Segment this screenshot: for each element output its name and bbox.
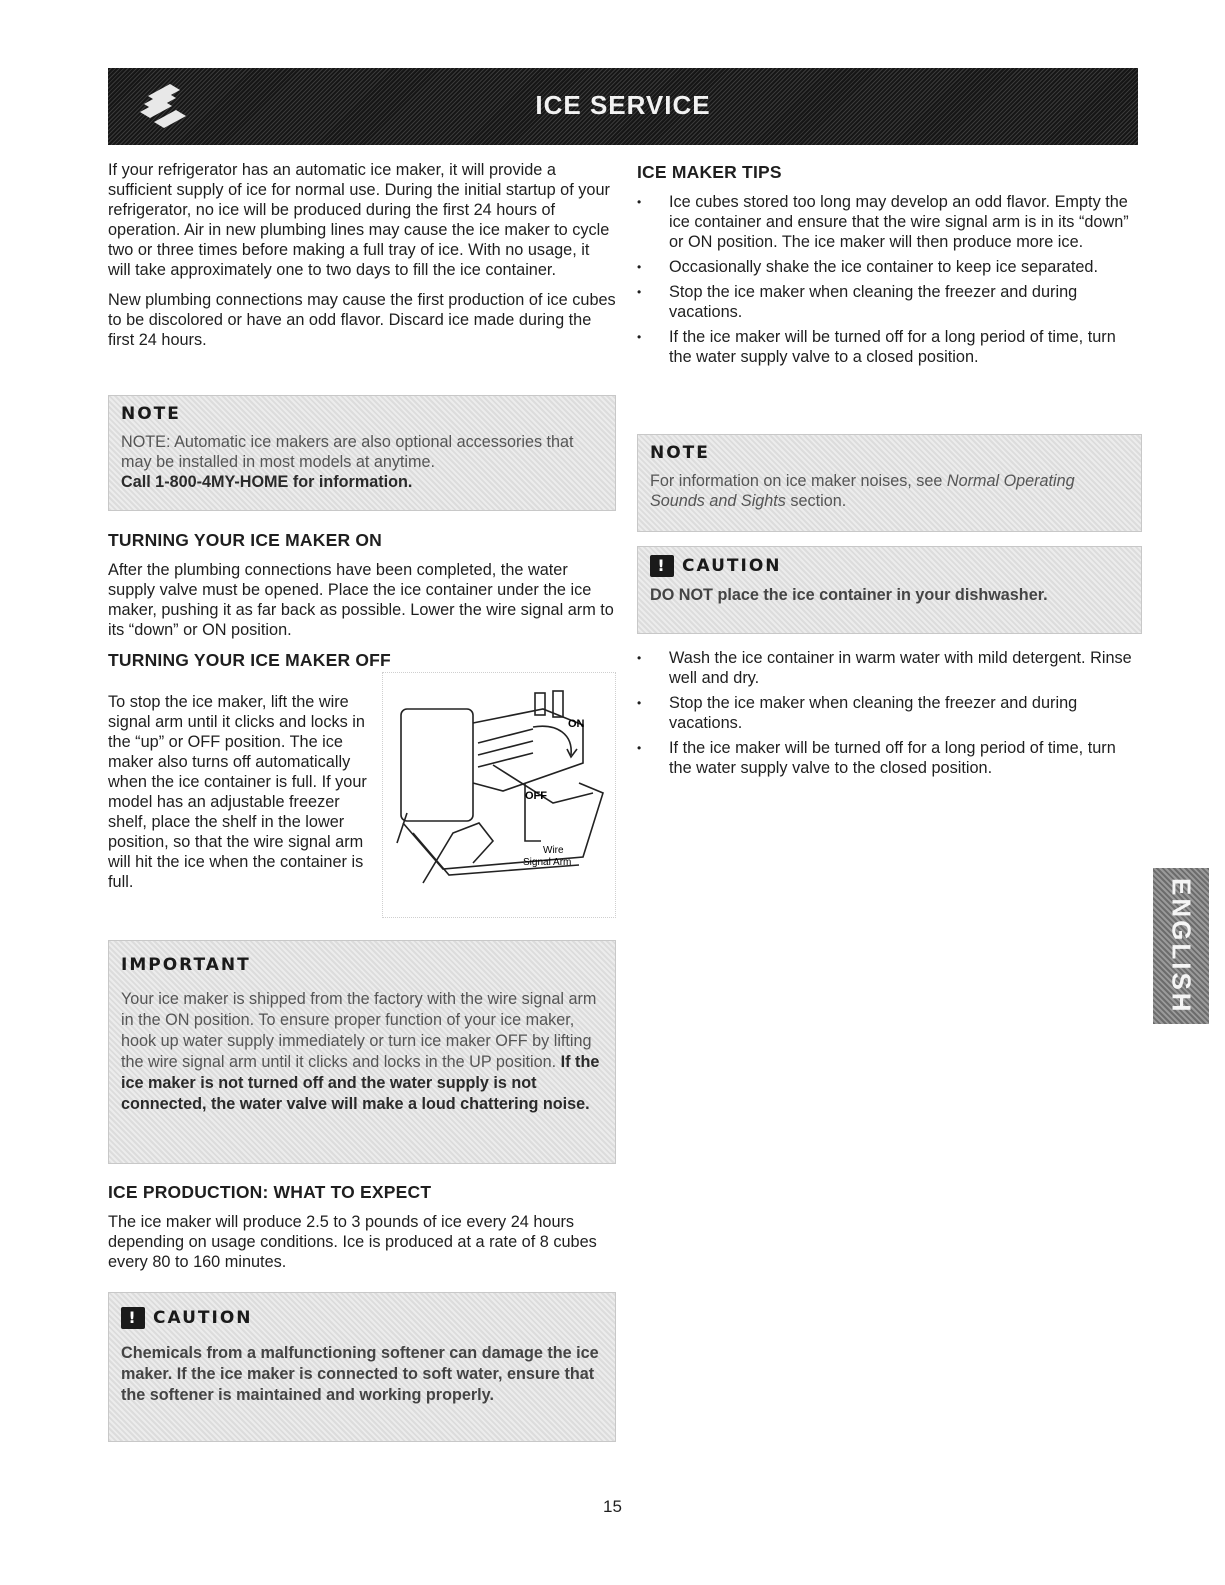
note-text-end: section. bbox=[785, 492, 847, 510]
signal-arm-label: Signal Arm bbox=[523, 857, 572, 868]
list-item: • Wash the ice container in warm water with mild detergent. Rinse well and dry. bbox=[637, 648, 1142, 688]
section-text: The ice maker will produce 2.5 to 3 pounds of ice every 24 hours depending on usage conditions. Ice is produced at a rate of 8 cubes every 80 to 160 minutes. bbox=[108, 1213, 597, 1271]
wire-label: Wire bbox=[543, 845, 564, 856]
list-item: • Ice cubes stored too long may develop an odd flavor. Empty the ice container and ensure that the wire signal arm is in its “down” or ON position. The ice maker will then produce more ice. bbox=[637, 192, 1142, 252]
note-text: For information on ice maker noises, see bbox=[650, 472, 947, 490]
important-box bbox=[108, 940, 616, 1164]
note-tag: NOTE bbox=[650, 443, 710, 463]
wash-list-section bbox=[637, 648, 1142, 783]
section-text: After the plumbing connections have been completed, the water supply valve must be opened. Place the ice container under the ice maker, pushing it as far back as possible. Lower the wire signal arm to its “down” or ON position. bbox=[108, 561, 614, 639]
caution-text: DO NOT place the ice container in your dishwasher. bbox=[650, 586, 1048, 604]
turning-on-section bbox=[108, 530, 616, 680]
caution-text: Chemicals from a malfunctioning softener can damage the ice maker. If the ice maker is connected to soft water, ensure that the softener is maintained and working properly. bbox=[121, 1344, 599, 1404]
important-warning: If the ice maker is not turned off and the water supply is not connected, the water valve will make a loud chattering noise. bbox=[121, 1053, 600, 1113]
caution-box-2 bbox=[637, 546, 1142, 634]
ice-maker-drawing bbox=[383, 673, 615, 917]
production-section bbox=[108, 1182, 616, 1282]
warning-icon: ! bbox=[650, 555, 674, 577]
caution-tag: CAUTION bbox=[682, 556, 782, 576]
caution-tag: CAUTION bbox=[153, 1308, 253, 1328]
section-heading: TURNING YOUR ICE MAKER OFF bbox=[108, 650, 391, 670]
list-item: • Occasionally shake the ice container to keep ice separated. bbox=[637, 257, 1142, 277]
note-box bbox=[108, 395, 616, 511]
page-title: ICE SERVICE bbox=[535, 90, 711, 120]
tips-list bbox=[637, 192, 1142, 367]
on-label: ON bbox=[568, 718, 585, 730]
turning-off-text bbox=[108, 692, 376, 902]
list-item: • If the ice maker will be turned off for a long period of time, turn the water supply valve to a closed position. bbox=[637, 327, 1142, 367]
note-phone: Call 1-800-4MY-HOME for information. bbox=[121, 473, 413, 491]
section-banner bbox=[108, 68, 1138, 145]
intro-paragraph-2: New plumbing connections may cause the first production of ice cubes to be discolored or have an odd flavor. Discard ice made during the first 24 hours. bbox=[108, 291, 616, 349]
off-label: OFF bbox=[525, 790, 547, 802]
wash-list bbox=[637, 648, 1142, 778]
intro-paragraph: If your refrigerator has an automatic ice maker, it will provide a sufficient supply of ice for normal use. During the initial startup of your refrigerator, no ice will be produced during the first 24 hours of operation. Air in new plumbing lines may cause the ice maker to cycle two or three times before making a full tray of ice. With no usage, it will take approximately one to two days to fill the ice container. bbox=[108, 161, 610, 279]
section-text: To stop the ice maker, lift the wire signal arm until it clicks and locks in the “up” or OFF position. The ice maker also turns off automatically when the ice container is full. If your model has an adjustable freezer shelf, place the shelf in the lower position, so that the wire signal arm will hit the ice when the container is full. bbox=[108, 693, 367, 891]
list-item: • Stop the ice maker when cleaning the freezer and during vacations. bbox=[637, 693, 1142, 733]
note-box-2 bbox=[637, 434, 1142, 532]
tips-heading: ICE MAKER TIPS bbox=[637, 162, 782, 182]
note-text: NOTE: Automatic ice makers are also optional accessories that may be installed in most models at anytime. bbox=[121, 433, 574, 471]
note-link-text: Normal Operating Sounds and Sights bbox=[650, 472, 1075, 510]
warning-icon: ! bbox=[121, 1307, 145, 1329]
language-label: ENGLISH bbox=[1166, 877, 1197, 1015]
caution-box bbox=[108, 1292, 616, 1442]
ice-maker-illustration bbox=[382, 672, 616, 918]
right-column bbox=[637, 162, 1142, 372]
language-tab bbox=[1153, 868, 1209, 1024]
list-item: • If the ice maker will be turned off for a long period of time, turn the water supply valve to the closed position. bbox=[637, 738, 1142, 778]
note-tag: NOTE bbox=[121, 404, 181, 424]
page-number: 15 bbox=[603, 1497, 622, 1516]
section-heading: TURNING YOUR ICE MAKER ON bbox=[108, 530, 382, 550]
section-heading: ICE PRODUCTION: WHAT TO EXPECT bbox=[108, 1182, 432, 1202]
list-item: • Stop the ice maker when cleaning the freezer and during vacations. bbox=[637, 282, 1142, 322]
left-column bbox=[108, 160, 616, 360]
important-text: Your ice maker is shipped from the factory with the wire signal arm in the ON position. To ensure proper function of your ice maker, hook up water supply immediately or turn ice maker OFF by lifting the wire signal arm until it clicks and locks in the UP position. bbox=[121, 990, 597, 1071]
important-tag: IMPORTANT bbox=[121, 955, 251, 975]
